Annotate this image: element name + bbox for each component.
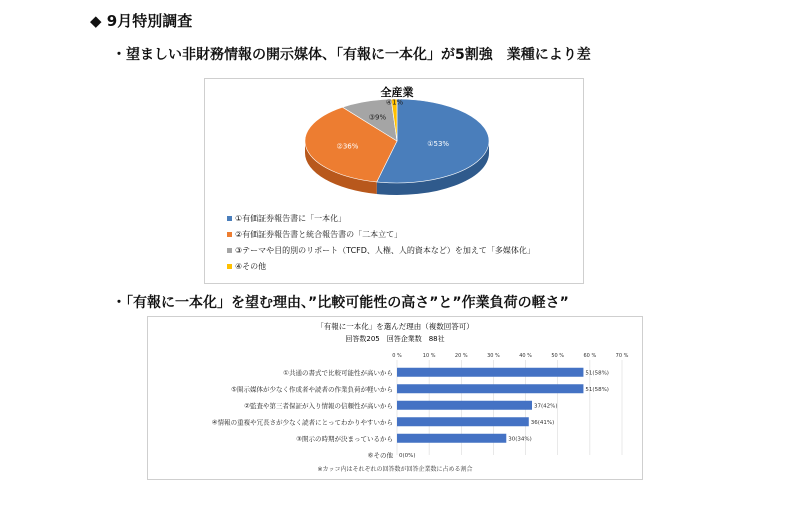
- x-tick-label: 10 %: [422, 353, 436, 359]
- heading-pie: ・望ましい非財務情報の開示媒体、「有報に一本化」が5割強 業種により差: [112, 47, 591, 63]
- bar: [397, 417, 529, 426]
- pie-label-2: ②36%: [336, 142, 359, 151]
- bar: [397, 434, 506, 443]
- pie-legend-item: [227, 261, 266, 272]
- pie-legend-item: [227, 229, 402, 240]
- pie-chart: [205, 79, 583, 209]
- category-label: ②監査や第三者保証が入り情報の信頼性が高いから: [244, 401, 393, 410]
- category-label: ④情報の重複や冗長さが少なく読者にとってわかりやすいから: [211, 418, 393, 427]
- pie-legend-item: [227, 245, 535, 256]
- heading-bar: ・「有報に一本化」を望む理由、”比較可能性の高さ”と”作業負荷の軽さ”: [112, 295, 569, 311]
- x-tick-label: 40 %: [519, 353, 532, 359]
- pie-label-3: ③9%: [368, 113, 387, 122]
- x-tick-label: 70 %: [615, 353, 629, 359]
- pie-title: 全産業: [380, 86, 414, 99]
- x-tick-label: 60 %: [583, 353, 597, 359]
- x-tick-label: 30 %: [487, 353, 500, 359]
- bar-title: 「有報に一本化」を選んだ理由（複数回答可）: [316, 322, 474, 331]
- pie-legend-item: [227, 213, 346, 224]
- legend-swatch: [227, 264, 232, 269]
- x-tick-label: 0 %: [392, 353, 402, 359]
- pie-label-1: ①53%: [427, 140, 450, 149]
- category-label: ①共通の書式で比較可能性が高いから: [283, 368, 393, 377]
- category-label: ⑥その他: [367, 451, 393, 460]
- bar-data-label: 37(42%): [534, 403, 558, 410]
- bar-chart-panel: [147, 316, 643, 480]
- legend-label: ③テーマや目的別のリポート（TCFD、人権、人的資本など）を加えて「多媒体化」: [235, 246, 535, 255]
- bar-data-label: 36(41%): [530, 419, 555, 426]
- bar-data-label: 51(58%): [585, 386, 609, 393]
- pie-label-4: ④1%: [385, 98, 404, 107]
- bar-data-label: 51(58%): [585, 370, 609, 377]
- category-label: ③開示の時期が決まっているから: [296, 434, 393, 443]
- legend-label: ①有価証券報告書に「一本化」: [235, 214, 347, 223]
- pie-chart-panel: [204, 78, 584, 284]
- x-tick-label: 50 %: [551, 353, 565, 359]
- bar: [397, 384, 583, 393]
- bar-data-label: 30(34%): [508, 436, 532, 443]
- bar-footnote: ※カッコ内はそれぞれの回答数が回答企業数に占める割合: [317, 466, 473, 473]
- bar: [397, 368, 583, 377]
- x-tick-label: 20 %: [454, 353, 468, 359]
- bar: [397, 401, 532, 410]
- category-label: ⑤開示媒体が少なく作成者や読者の作業負荷が軽いから: [231, 385, 393, 394]
- legend-label: ④その他: [235, 262, 267, 271]
- legend-swatch: [227, 248, 232, 253]
- heading-main: ◆ 9月特別調査: [90, 12, 193, 30]
- bar-subtitle: 回答数205 回答企業数 88社: [345, 335, 445, 343]
- legend-label: ②有価証券報告書と統合報告書の「二本立て」: [235, 230, 403, 239]
- bar-data-label: 0(0%): [399, 452, 416, 459]
- legend-swatch: [227, 232, 232, 237]
- legend-swatch: [227, 216, 232, 221]
- bar-chart: [148, 317, 642, 479]
